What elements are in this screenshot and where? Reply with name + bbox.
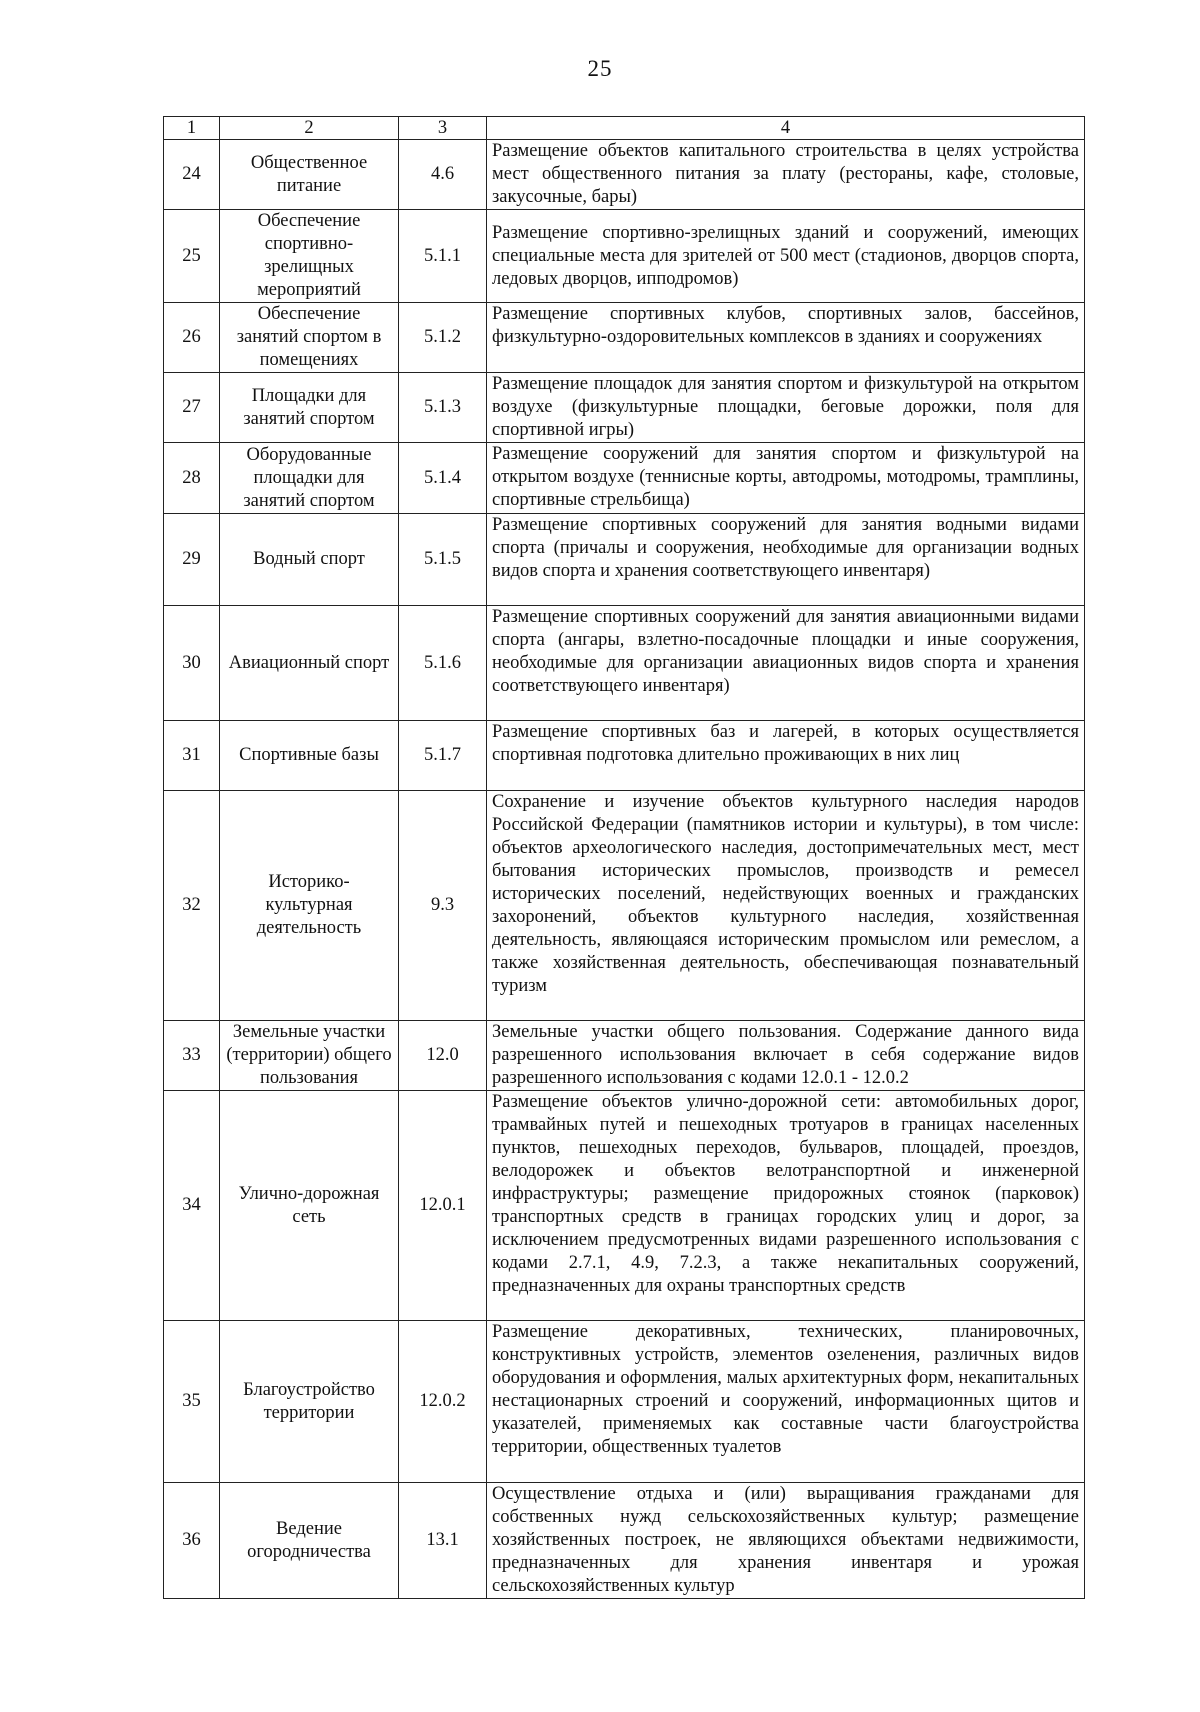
row-number: 27	[164, 373, 220, 443]
row-number: 32	[164, 791, 220, 1021]
table-row	[164, 1483, 1085, 1599]
table-row	[164, 1021, 1085, 1091]
land-use-description: Размещение спортивных баз и лагерей, в которых осуществляется спортивная подготовка длительно проживающих в них лиц	[487, 721, 1085, 791]
row-number: 31	[164, 721, 220, 791]
land-use-description: Размещение объектов капитального строительства в целях устройства мест общественного питания за плату (рестораны, кафе, столовые, закусочные, бары)	[487, 140, 1085, 210]
land-use-code: 12.0.2	[399, 1321, 487, 1483]
row-number: 33	[164, 1021, 220, 1091]
land-use-type: Историко-культурная деятельность	[220, 791, 399, 1021]
row-number: 24	[164, 140, 220, 210]
table-row	[164, 303, 1085, 373]
land-use-description: Земельные участки общего пользования. Содержание данного вида разрешенного использования включает в себя содержание видов разрешенного использования с кодами 12.0.1 - 12.0.2	[487, 1021, 1085, 1091]
land-use-code: 5.1.7	[399, 721, 487, 791]
land-use-code: 5.1.3	[399, 373, 487, 443]
land-use-description: Размещение спортивных сооружений для занятия авиационными видами спорта (ангары, взлетно-посадочные площадки и иные сооружения, необходимые для организации авиационных видов спорта и хранения соответствующего инвентаря)	[487, 606, 1085, 721]
header-col-3: 3	[399, 117, 487, 140]
land-use-table	[163, 116, 1085, 1599]
land-use-type: Оборудованные площадки для занятий спортом	[220, 443, 399, 514]
land-use-description: Осуществление отдыха и (или) выращивания гражданами для собственных нужд сельскохозяйственных культур; размещение хозяйственных построек, не являющихся объектами недвижимости, предназначенных для хранения инвентаря и урожая сельскохозяйственных культур	[487, 1483, 1085, 1599]
land-use-type: Спортивные базы	[220, 721, 399, 791]
land-use-code: 12.0.1	[399, 1091, 487, 1321]
row-number: 26	[164, 303, 220, 373]
land-use-type: Обеспечение спортивно-зрелищных мероприятий	[220, 210, 399, 303]
land-use-description: Размещение сооружений для занятия спортом и физкультурой на открытом воздухе (теннисные корты, автодромы, мотодромы, трамплины, спортивные стрельбища)	[487, 443, 1085, 514]
land-use-type: Общественное питание	[220, 140, 399, 210]
land-use-code: 4.6	[399, 140, 487, 210]
land-use-code: 5.1.2	[399, 303, 487, 373]
row-number: 28	[164, 443, 220, 514]
row-number: 25	[164, 210, 220, 303]
land-use-type: Благоустройство территории	[220, 1321, 399, 1483]
land-use-description: Размещение спортивных клубов, спортивных залов, бассейнов, физкультурно-оздоровительных комплексов в зданиях и сооружениях	[487, 303, 1085, 373]
land-use-type: Водный спорт	[220, 514, 399, 606]
land-use-description: Сохранение и изучение объектов культурного наследия народов Российской Федерации (памятников истории и культуры), в том числе: объектов археологического наследия, достопримечательных мест, мест бытования исторических промыслов, производств и ремесел исторических поселений, недействующих военных и гражданских захоронений, объектов культурного наследия, хозяйственная деятельность, являющаяся историческим промыслом или ремеслом, а также хозяйственная деятельность, обеспечивающая познавательный туризм	[487, 791, 1085, 1021]
land-use-type: Обеспечение занятий спортом в помещениях	[220, 303, 399, 373]
land-use-description: Размещение декоративных, технических, планировочных, конструктивных устройств, элементов озеленения, различных видов оборудования и оформления, малых архитектурных форм, некапитальных нестационарных строений и сооружений, информационных щитов и указателей, применяемых как составные части благоустройства территории, общественных туалетов	[487, 1321, 1085, 1483]
land-use-code: 12.0	[399, 1021, 487, 1091]
land-use-type: Площадки для занятий спортом	[220, 373, 399, 443]
table-row	[164, 443, 1085, 514]
land-use-code: 9.3	[399, 791, 487, 1021]
land-use-description: Размещение объектов улично-дорожной сети: автомобильных дорог, трамвайных путей и пешеходных тротуаров в границах населенных пунктов, пешеходных переходов, бульваров, площадей, проездов, велодорожек и объектов велотранспортной и инженерной инфраструктуры; размещение придорожных стоянок (парковок) транспортных средств в границах городских улиц и дорог, за исключением предусмотренных видами разрешенного использования с кодами 2.7.1, 4.9, 7.2.3, а также некапитальных сооружений, предназначенных для охраны транспортных средств	[487, 1091, 1085, 1321]
land-use-code: 5.1.5	[399, 514, 487, 606]
table-header-row	[164, 117, 1085, 140]
table-row	[164, 721, 1085, 791]
land-use-type: Улично-дорожная сеть	[220, 1091, 399, 1321]
land-use-type: Ведение огородничества	[220, 1483, 399, 1599]
row-number: 30	[164, 606, 220, 721]
land-use-description: Размещение спортивных сооружений для занятия водными видами спорта (причалы и сооружения, необходимые для организации водных видов спорта и хранения соответствующего инвентаря)	[487, 514, 1085, 606]
land-use-code: 5.1.1	[399, 210, 487, 303]
table-row	[164, 1091, 1085, 1321]
row-number: 36	[164, 1483, 220, 1599]
header-col-4: 4	[487, 117, 1085, 140]
land-use-type: Авиационный спорт	[220, 606, 399, 721]
table-row	[164, 140, 1085, 210]
land-use-type: Земельные участки (территории) общего пользования	[220, 1021, 399, 1091]
land-use-description: Размещение спортивно-зрелищных зданий и сооружений, имеющих специальные места для зрителей от 500 мест (стадионов, дворцов спорта, ледовых дворцов, ипподромов)	[487, 210, 1085, 303]
land-use-code: 5.1.6	[399, 606, 487, 721]
table-row	[164, 791, 1085, 1021]
land-use-code: 5.1.4	[399, 443, 487, 514]
table-row	[164, 1321, 1085, 1483]
header-col-1: 1	[164, 117, 220, 140]
page-number: 25	[587, 56, 613, 81]
row-number: 35	[164, 1321, 220, 1483]
land-use-code: 13.1	[399, 1483, 487, 1599]
land-use-description: Размещение площадок для занятия спортом и физкультурой на открытом воздухе (физкультурные площадки, беговые дорожки, поля для спортивной игры)	[487, 373, 1085, 443]
row-number: 29	[164, 514, 220, 606]
table-row	[164, 373, 1085, 443]
row-number: 34	[164, 1091, 220, 1321]
header-col-2: 2	[220, 117, 399, 140]
table-row	[164, 210, 1085, 303]
table-row	[164, 606, 1085, 721]
table-row	[164, 514, 1085, 606]
